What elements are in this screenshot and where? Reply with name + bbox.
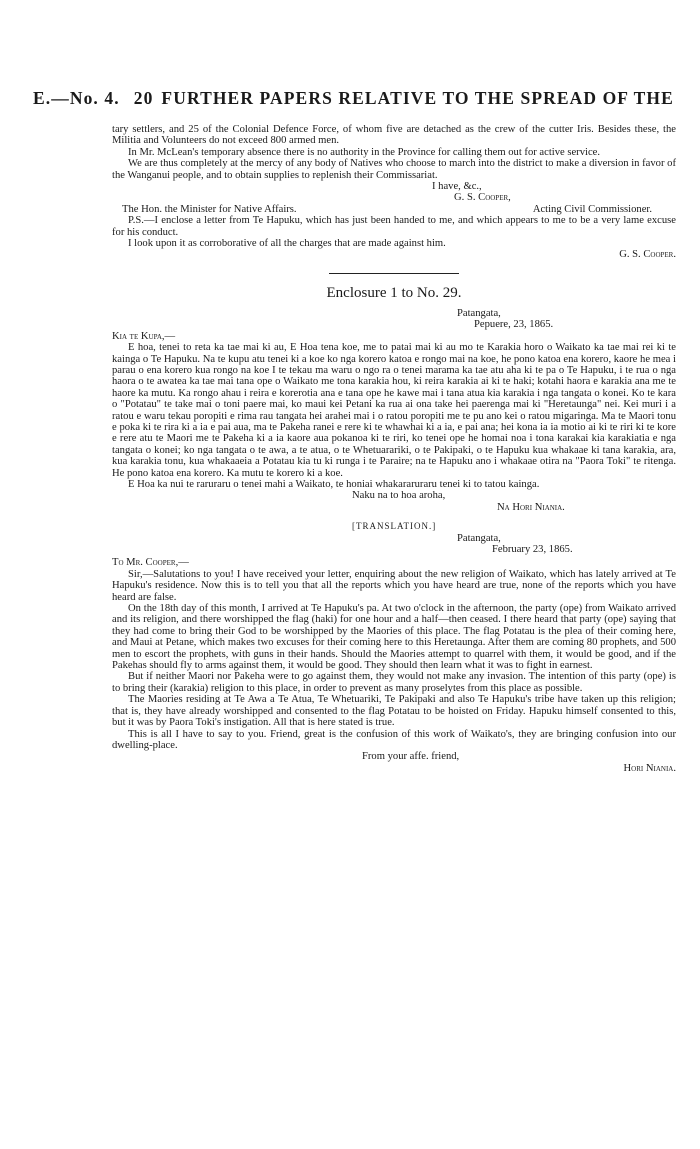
document-body bbox=[112, 124, 676, 774]
section-divider bbox=[329, 273, 459, 274]
enclosure-title: Enclosure 1 to No. 29. bbox=[326, 284, 462, 301]
translation-salutation: To Mr. Cooper,— bbox=[112, 557, 189, 569]
translation-paragraph: This is all I have to say to you. Friend, great is the confusion of this work of Waikato's, they are bringing confusion into our dwelling-place. bbox=[112, 728, 676, 751]
letter-signer: Na Hori Niania. bbox=[497, 501, 565, 513]
postscript-signer: G. S. Cooper. bbox=[619, 249, 676, 261]
postscript-continued: I look upon it as corroborative of all the charges that are made against him. bbox=[128, 238, 446, 250]
translation-paragraph: On the 18th day of this month, I arrived at Te Hapuku's pa. At two o'clock in the afternoon, the party (ope) from Waikato arrived and its religion, and there worshipped the flag (haki) for one hour and a half—then ceased. I there heard that party (ope) saying that they had come to bring their God to be worshipped by the Maories of this place. The flag Potatau is the plea of their coming here, and Maui at Petane, which makes two excuses for their coming here to this Heretaunga. After them are coming 80 prophets, and 500 men to escort the prophets, with guns in their hands. Should the Maories attempt to quarrel with them, it would be good, and if the Pakehas should fly to arms against them, it would be good. They should then learn what it was to fight in earnest. bbox=[112, 603, 676, 672]
translation-paragraph: The Maories residing at Te Awa a Te Atua, Te Whetuariki, Te Pakipaki and also Te Hapuku's tribe have taken up this religion; that is, they have already worshipped and consented to the flag Potatau to be hoisted on Friday. Hapuku himself consented to this, but it was by Paora Toki's instigation. All that is here stated is true. bbox=[112, 694, 676, 729]
page-number: 20 bbox=[133, 88, 154, 108]
translation-label: [TRANSLATION.] bbox=[352, 521, 437, 532]
page-header bbox=[33, 88, 673, 109]
translation-place: Patangata, bbox=[457, 532, 501, 544]
translation-signer: Hori Niania. bbox=[623, 762, 676, 774]
maori-paragraph: E hoa, tenei to reta ka tae mai ki au, E Hoa tena koe, me to patai mai ki au mo te Karakia horo o Waikato ka tae mai rei ki te kainga o Te Hapuku. Na te kupu atu tenei ki a koe ko nga korero katoa e rongo mai na koe, he pono katoa ena korero, kaore he mea i parau o ena korero kua rongo na koe I te tekau ma waru o ngo ra o tenei marama ka tae atu aha ki te pa o Te Hapuku, i te rua o nga haora o te awatea ka tae mai tana ope o Waikato me tona karakia hou, ki reira karakia ai ki te haki; kotahi haora e karakia ana me te haore ka mutu. Ka rongo ahau i reira e korerotia ana e tana ope he kawe mai i tana atua kia karakia i nga tangata o konei. Ko te kara o "Potatau" te take mai o toni paere mai, ko maui kei Petani ka rua ai ona take hei paerenga mai ki "Heretaunga" nei. Kei muri i a ratou e waru tekau poropiti e rima rau tangata hei arahei mai i o ratou poropiti me te pu ano kei o ratou migaringa. Ma te Maori tonu e poka ki te rira ki a ia e pai aua, ma te Pakeha ranei e rere ki te whawhai ki a ia, e pai ana; hei kona ia ia motio ai ki te riri ki te kore e rere atu te Maori me te Pakeha ki a ia kaore aua pokanoa ki te riri, ko tenei ope he homai noa i tona karakai kia karakiatia e nga tangata o konei; ko nga tangata o te awa, a te atua, o te Whetuarariki, o te Pakipaki, o te Hapuku kua whakaae ki tana karakia, ara, kua karakia tonu, kua whakaaeia a Potatau kia tu ki runga i te Paraire; na te Hapuku ano i whakaae otira na "Paora Toki" te ritenga. He pono katoa ena korero. Ka mutu te korero ki a koe. bbox=[112, 342, 676, 479]
maori-paragraph: E Hoa ka nui te raruraru o tenei mahi a Waikato, te honiai whakararuraru tenei ki to tatou kainga. bbox=[128, 478, 540, 490]
paragraph: In Mr. McLean's temporary absence there is no authority in the Province for calling them out for active service. bbox=[128, 146, 600, 158]
postscript: P.S.—I enclose a letter from Te Hapuku, which has just been handed to me, and which appears to me to be a very lame excuse for his conduct. bbox=[112, 215, 676, 238]
sign-off: I have, &c., bbox=[432, 181, 482, 193]
translation-closing: From your affe. friend, bbox=[362, 751, 460, 763]
paragraph: tary settlers, and 25 of the Colonial Defence Force, of whom five are detached as the crew of the cutter Iris. Besides these, the Militia and Volunteers do not exceed 800 armed men. bbox=[112, 124, 676, 147]
letter-place: Patangata, bbox=[457, 307, 501, 319]
addressee-line bbox=[112, 204, 676, 215]
paragraph: We are thus completely at the mercy of any body of Natives who choose to march into the district to make a diversion in favor of the Wanganui people, and to obtain supplies to replenish their Commissariat. bbox=[112, 158, 676, 181]
running-title: FURTHER PAPERS RELATIVE TO THE SPREAD OF THE bbox=[161, 88, 674, 108]
letter-salutation: Kia te Kupa,— bbox=[112, 330, 176, 342]
translation-date: February 23, 1865. bbox=[492, 544, 573, 555]
signer-role: Acting Civil Commissioner. bbox=[532, 203, 652, 215]
letter-date: Pepuere, 23, 1865. bbox=[474, 319, 554, 331]
signer-name: G. S. Cooper, bbox=[454, 192, 511, 204]
translation-paragraph: Sir,—Salutations to you! I have received your letter, enquiring about the new religion of Waikato, which has lately arrived at Te Hapuku's residence. Now this is to tell you that all the reports which you have heard are true, none of the reports which you have heard are false. bbox=[112, 568, 676, 603]
translation-paragraph: But if neither Maori nor Pakeha were to go against them, they would not make any invasion. The intention of this party (ope) is to bring their (karakia) religion to this place, in order to prevent as many proselytes from this place as possible. bbox=[112, 671, 676, 694]
addressee: The Hon. the Minister for Native Affairs. bbox=[122, 203, 297, 215]
letter-closing: Naku na to hoa aroha, bbox=[352, 490, 446, 502]
document-ref: E.—No. 4. bbox=[33, 88, 120, 108]
